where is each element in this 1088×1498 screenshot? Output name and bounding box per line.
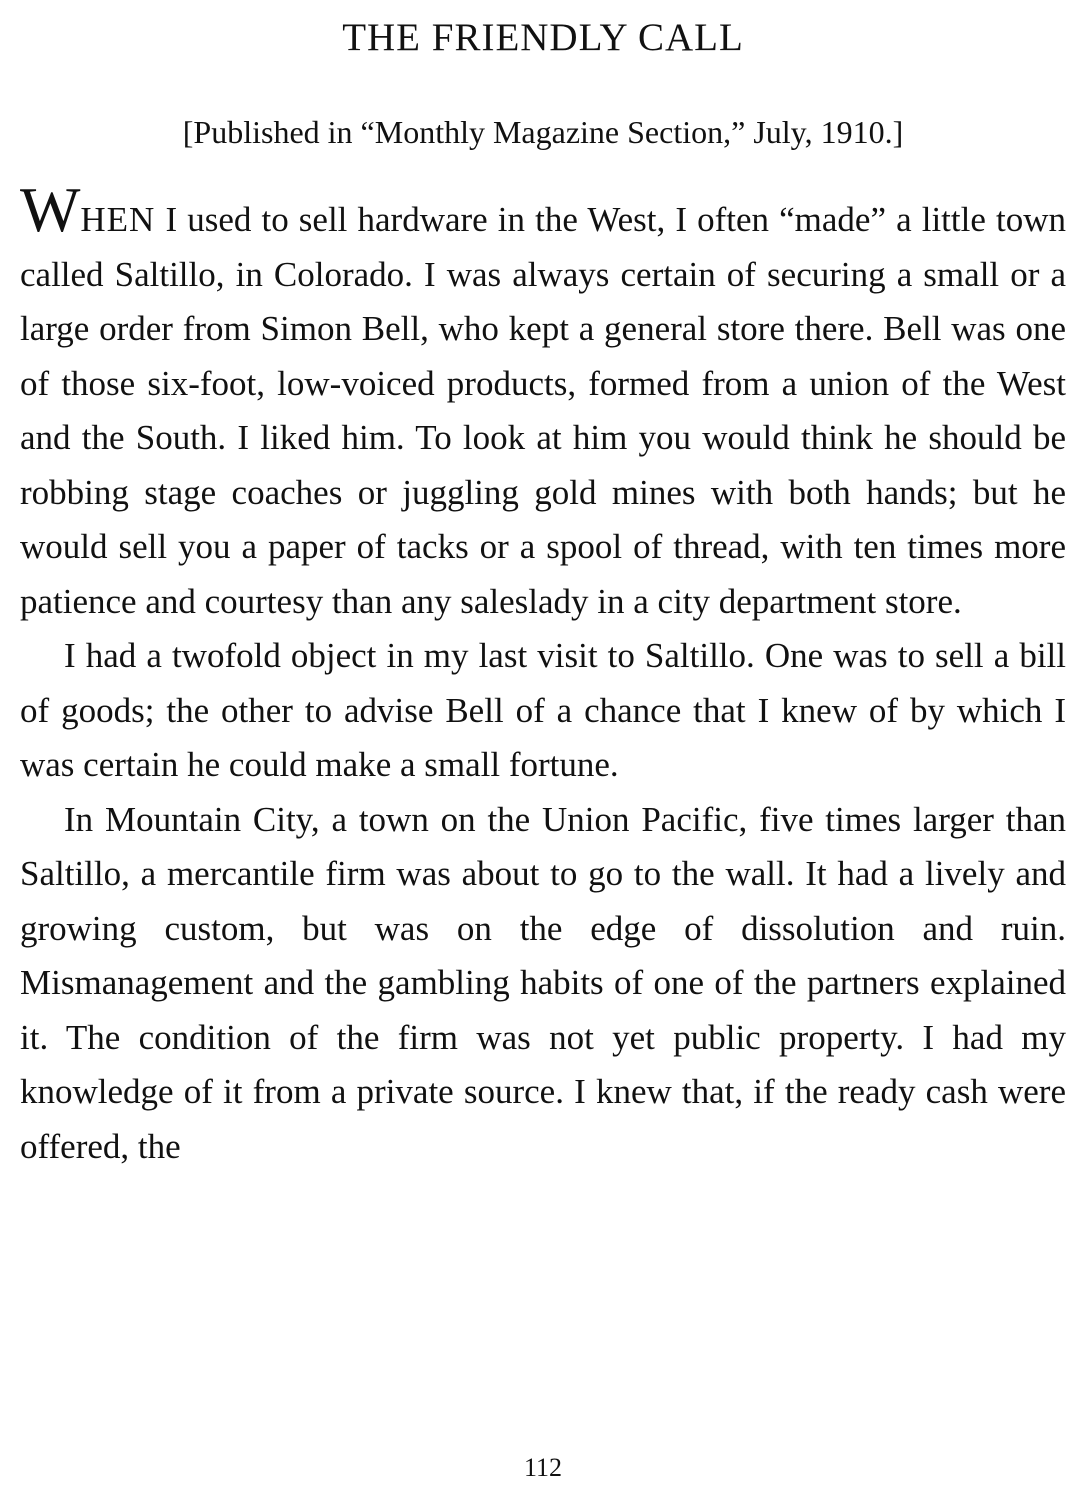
body-text: [20, 174, 1066, 1174]
paragraph-1-text: I used to sell hardware in the West, I often “made” a little town called Saltillo, in Colorado. I was always certain of securing a small or a large order from Simon Bell, who kept a general store there. Bell was one of those six-foot, low-voiced products, formed from a union of the West and the South. I liked him. To look at him you would think he should be robbing stage coaches or juggling gold mines with both hands; but he would sell you a paper of tacks or a spool of thread, with ten times more patience and courtesy than any saleslady in a city department store.: [20, 200, 1066, 621]
page-number: 112: [523, 1453, 563, 1482]
book-page: [20, 0, 1066, 1498]
paragraph-3: In Mountain City, a town on the Union Pacific, five times larger than Saltillo, a mercantile firm was about to go to the wall. It had a lively and growing custom, but was on the edge of dissolution and ruin. Mismanagement and the gambling habits of one of the partners explained it. The condition of the firm was not yet public property. I had my knowledge of it from a private source. I knew that, if the ready cash were offered, the: [20, 799, 1066, 1166]
paragraph-1: [20, 174, 1066, 629]
drop-cap: W: [20, 174, 81, 245]
publication-note: [Published in “Monthly Magazine Section,” July, 1910.]: [182, 114, 904, 150]
chapter-title: THE FRIENDLY CALL: [342, 16, 744, 59]
paragraph-2: I had a twofold object in my last visit to Saltillo. One was to sell a bill of goods; the other to advise Bell of a chance that I knew of by which I was certain he could make a small fortune.: [20, 636, 1066, 784]
opening-small-caps: HEN: [80, 200, 156, 239]
